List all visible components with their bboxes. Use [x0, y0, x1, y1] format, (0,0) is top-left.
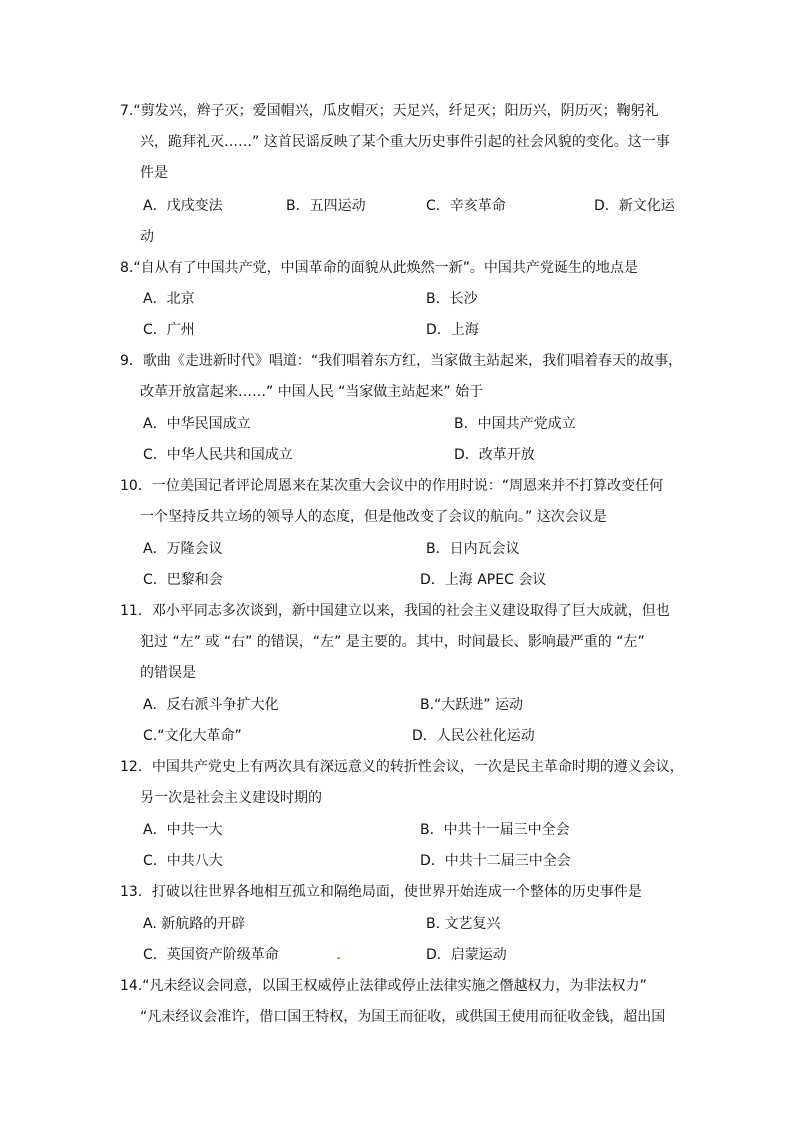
option-b[interactable]: B．五四运动 [286, 198, 366, 214]
option-a[interactable]: A．戊戌变法 [143, 198, 223, 214]
question-text-line: 12．中国共产党史上有两次具有深远意义的转折性会议，一次是民主革命时期的遵义会议， [120, 759, 684, 775]
option-c[interactable]: C.“文化大革命” [143, 728, 242, 744]
option-b[interactable]: B.“大跃进” 运动 [420, 697, 524, 713]
scan-speck [337, 957, 340, 959]
option-a[interactable]: A．中华民国成立 [143, 416, 251, 432]
question-text-line: 14.“凡未经议会同意，以国王权威停止法律或停止法律实施之僭越权力，为非法权力” [120, 978, 647, 994]
option-a[interactable]: A．万隆会议 [143, 541, 223, 557]
option-a[interactable]: A．北京 [143, 291, 195, 307]
option-a[interactable]: A．反右派斗争扩大化 [143, 697, 279, 713]
question-text-line: 另一次是社会主义建设时期的 [140, 790, 322, 806]
question-text-line: 8.“自从有了中国共产党，中国革命的面貌从此焕然一新”。中国共产党诞生的地点是 [120, 260, 638, 276]
question-text-line: 13．打破以往世界各地相互孤立和隔绝局面，使世界开始连成一个整体的历史事件是 [120, 884, 642, 900]
option-c[interactable]: C．中共八大 [143, 853, 223, 869]
option-c[interactable]: C．中华人民共和国成立 [143, 447, 293, 463]
option-b[interactable]: B．长沙 [426, 291, 478, 307]
question-text-line: 的错误是 [140, 665, 196, 681]
option-c[interactable]: C．辛亥革命 [426, 198, 506, 214]
option-b[interactable]: B．中国共产党成立 [454, 416, 576, 432]
question-text-line: 11．邓小平同志多次谈到，新中国建立以来，我国的社会主义建设取得了巨大成就，但也 [120, 603, 670, 619]
option-d[interactable]: D．改革开放 [454, 447, 535, 463]
question-text-line: 9．歌曲《走进新时代》唱道：“我们唱着东方红，当家做主站起来，我们唱着春天的故事， [120, 353, 683, 369]
option-c[interactable]: C．英国资产阶级革命 [143, 947, 279, 963]
option-c[interactable]: C．巴黎和会 [143, 572, 223, 588]
question-text-line: 犯过 “左” 或 “右” 的错误，“左” 是主要的。其中，时间最长、影响最严重的 “左” [140, 634, 645, 650]
option-b[interactable]: B．中共十一届三中全会 [420, 822, 570, 838]
option-d[interactable]: D．新文化运 [594, 198, 675, 214]
question-text-line: 件是 [140, 165, 168, 181]
question-text-line: 7.“剪发兴，辫子灭；爱国帽兴，瓜皮帽灭；天足兴，纤足灭；阳历兴，阴历灭；鞠躬礼 [120, 103, 659, 119]
question-text-line: “凡未经议会准许，借口国王特权，为国王而征收，或供国王使用而征收金钱，超出国 [140, 1009, 666, 1025]
option-a[interactable]: A．中共一大 [143, 822, 223, 838]
option-a[interactable]: A. 新航路的开辟 [143, 916, 246, 932]
option-d[interactable]: D．上海 [426, 322, 479, 338]
question-text-line: 兴，跪拜礼灭……” 这首民谣反映了某个重大历史事件引起的社会风貌的变化。这一事 [140, 134, 670, 150]
question-text-line: 改革开放富起来……” 中国人民 “当家做主站起来” 始于 [140, 384, 484, 400]
option-d[interactable]: D．中共十二届三中全会 [420, 853, 571, 869]
option-d-wrap: 动 [140, 229, 154, 245]
question-text-line: 一个坚持反共立场的领导人的态度，但是他改变了会议的航向。” 这次会议是 [140, 509, 607, 525]
question-text-line: 10．一位美国记者评论周恩来在某次重大会议中的作用时说：“周恩来并不打算改变任何 [120, 478, 664, 494]
option-d[interactable]: D．人民公社化运动 [412, 728, 535, 744]
option-d[interactable]: D．启蒙运动 [426, 947, 507, 963]
option-b[interactable]: B. 文艺复兴 [426, 916, 501, 932]
option-b[interactable]: B．日内瓦会议 [426, 541, 520, 557]
option-c[interactable]: C．广州 [143, 322, 195, 338]
option-d[interactable]: D．上海 APEC 会议 [420, 572, 547, 588]
